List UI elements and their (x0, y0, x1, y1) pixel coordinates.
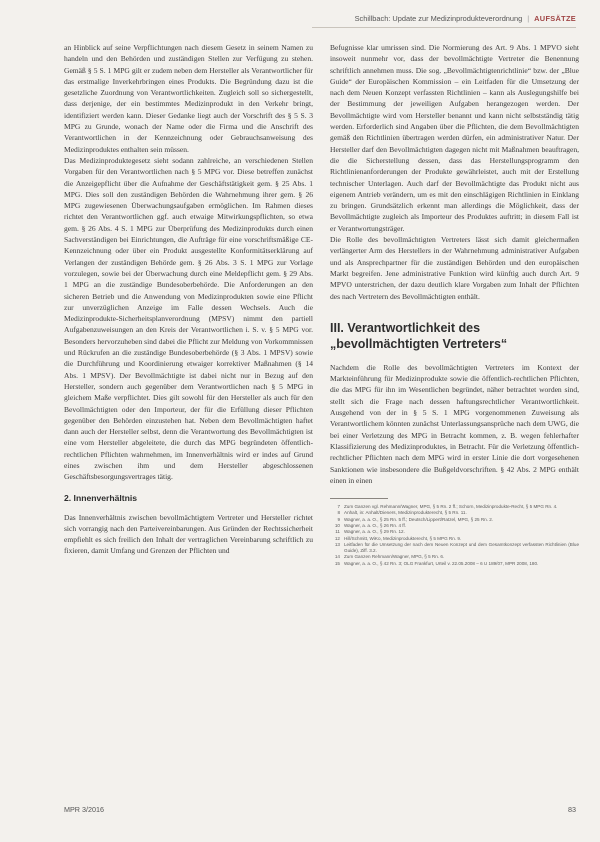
footnote-number: 13 (334, 541, 340, 547)
footnote-text: Hill/Schmitt, WiKo, Medizinprodukterecht, § 5 MPG Rn. 9. (344, 535, 462, 541)
running-title: Schillbach: Update zur Medizinprodukteverordnung (354, 14, 523, 23)
subsection-heading-line: „bevollmächtigten Vertreters“ (330, 336, 508, 351)
footnote (330, 542, 579, 555)
footnote-rule (330, 498, 388, 499)
body-paragraph: Die Rolle des bevollmächtigten Vertreters lässt sich damit gleichermaßen verlängerter Arm des Herstellers in der Wahrnehmung administrativer Aufgaben und als Ansprechpartner für die zuständigen Behörden und den europäischen Markt begreifen. Jene administrative Funktion wird künftig auch durch Art. 9 MPVO unterstrichen, der dazu deutlich klare Vorgaben zum Inhalt der Pflichten des nach Vertretern des Bevollmächtigten enthält. (330, 235, 579, 301)
footnote-number: 11 (335, 529, 340, 535)
section-heading: 2. Innenverhältnis (64, 492, 138, 503)
page-number: 83 (568, 805, 576, 814)
footnote-text: Zum Ganzen Rehmann/Wagner, MPG, § 5 Rn. 6. (344, 554, 445, 560)
body-paragraph: an Hinblick auf seine Verpflichtungen nach diesem Gesetz in seinem Namen zu handeln und den Behörden und zuständigen Stellen zur Verfügung zu stehen. Gemäß § 5 S. 1 MPG gilt er zudem neben dem Hersteller als Verantwortlicher für das erstmalige Inverkehrbringen eines Produkts. Die Begründung dazu ist die gesetzliche Zuordnung von Verantwortlichkeiten. Zugleich soll so sichergestellt, dass derjenige, der ein bestimmtes Medizinprodukt in den Verkehr bringt, identifiziert werden kann. Dieser Gedanke liegt auch der Vorschrift des § 5 S. 3 MPG zu Grunde, wonach der Name oder die Firma und die Anschrift des Verantwortlichen in der Kennzeichnung oder Gebrauchsanweisung des Medizinproduktes enthalten sein müssen. (64, 43, 313, 154)
footnotes (330, 504, 579, 567)
body-paragraph: Befugnisse klar umrissen sind. Die Normierung des Art. 9 Abs. 1 MPVO sieht insoweit nunmehr vor, dass der bevollmächtigte Vertreter die Benennung schriftlich annehmen muss. Die sog. „Bevollmächtigtenrichtlinie“ bzw. der „Blue Guide“ der Europäischen Kommission – ein Leitfaden für die Umsetzung der nach dem Neuen Konzept verfassten Richtlinien – kann als Auslegungshilfe bei der Bestimmung der jeweiligen Aufgaben herangezogen werden. Der Bevollmächtigte wird vom Hersteller benannt und kann nicht selbstständig tätig werden. Erforderlich sind Angaben über die Pflichten, die dem Bevollmächtigten gemäß den Richtlinien übertragen werden dürfen, ein administrativer Natur. Der Hersteller darf den Bevollmächtigten dagegen nicht mit Maßnahmen beauftragen, die die Sicherstellung dessen, dass das Herstellungsprogramm den Richtlinienanforderungen der Produkte gewährleistet, auch mit der Erstellung technischer Unterlagen. Auch darf der Bevollmächtigte das Produkt nicht aus eigenem Antrieb verändern, um es mit den einschlägigen Richtlinien in Einklang zu bringen. Grundsätzlich erkennt man allerdings die Möglichkeit, dass der Bevollmächtigte zugleich als Importeur des Produktes auftritt; in diesem Fall ist er Verantwortungsträger. (330, 43, 579, 233)
running-header (312, 14, 576, 23)
footnote-text: Wagner, a. a. O., § 42 Rn. 3; OLG Frankfurt, Urteil v. 22.05.2008 – 6 U 189/07, MPR 2008, 180. (344, 560, 539, 566)
subsection-heading (330, 320, 579, 352)
footnote-number: 12 (334, 535, 340, 541)
footnote-text: Wagner, a. a. O., § 29 Rn. 12. (344, 529, 405, 535)
footnote-text: Anhalt, in: Anhalt/Dieners, Medizinprodukterecht, § 5 Rn. 11. (344, 510, 467, 516)
footnote-text: Leitfaden für die Umsetzung der nach dem Neuen Konzept und dem Gesamtkonzept verfassten Richtlinien (Blue Guide), Ziff. 3.2. (344, 541, 579, 554)
footnote-number: 7 (337, 504, 340, 510)
footnote-number: 9 (337, 516, 340, 522)
section-label: AUFSÄTZE (534, 14, 576, 23)
header-rule (312, 27, 576, 28)
left-column (64, 42, 313, 557)
right-column (330, 42, 579, 567)
footnote-number: 10 (334, 522, 340, 528)
footnote (330, 561, 579, 567)
body-paragraph: Nachdem die Rolle des bevollmächtigten Vertreters im Kontext der Markteinführung für Medizinprodukte sowie die öffentlich-rechtlichen Pflichten, die das MPG für ihn im Wesentlichen begründet, näher betrachtet worden sind, stellt sich die Frage nach dessen haftungsrechtlicher Verantwortlichkeit. Ausgehend von der in § 5 S. 1 MPG vorgenommenen Zuweisung als Verantwortlichem könnten zunächst Unterlassungsansprüche nach dem UWG, die bei einer Verletzung des MPG in Betracht kommen, z. B. wegen fehlerhafter Klassifizierung des Medizinproduktes, in Betracht. Für die Verletzung öffentlich-rechtlicher Pflichten nach dem MPG wird in erster Linie die dort vorgesehenen Sanktionen wie insbesondere die Bußgeldvorschriften. § 42 Abs. 2 MPG enthält einen in einen (330, 362, 579, 485)
subsection-heading-line: III. Verantwortlichkeit des (330, 320, 481, 335)
journal-issue: MPR 3/2016 (64, 805, 104, 814)
header-separator: | (527, 14, 530, 23)
footnote-number: 15 (334, 560, 340, 566)
body-paragraph: Das Innenverhältnis zwischen bevollmächtigtem Vertreter und Hersteller richtet sich vorrangig nach den Parteivereinbarungen. Aus Gründen der Rechtssicherheit empfiehlt es sich freilich den Inhalt der vertraglichen Vereinbarung schriftlich zu fixieren, damit Umfang und Grenzen der Pflichten und (64, 512, 313, 556)
footnote-text: Wagner, a. a. O., § 25 Rn. 5 ff.; Deutsch/Lippert/Ratzel, MPG, § 25 Rn. 2. (344, 516, 494, 522)
footnote-number: 14 (334, 554, 340, 560)
footnote-text: Wagner, a. a. O., § 26 Rn. 4 ff. (344, 522, 407, 528)
body-paragraph: Das Medizinproduktegesetz sieht sodann zahlreiche, an verschiedenen Stellen Vorgaben für den Verantwortlichen nach § 5 MPG vor. Diese betreffen zunächst die Anzeigepflicht über die Aufnahme der Geschäftstätigkeit gem. § 25 Abs. 1 MPG. Dies soll den zuständigen Behörden die Wahrnehmung ihrer gem. § 26 MPG zugewiesenen Überwachungsaufgaben ermöglichen. Im Rahmen dieses richtet den Verantwortlichen ggf. auch etwaige Mitwirkungspflichten, so etwa gem. § 26 Abs. 4 S. 1 MPG zur Überprüfung des Medizinprodukts durch einen Sachverständigen bei Einrichtungen, die Aufträge für eine vorschriftsmäßige CE-Kennzeichnung oder über ein Produkt ausgestellte Konformitätserklärung auf Verlangen der zuständigen Behörde gem. § 26 Abs. 3 S. 1 MPG zur Vorlage vorzulegen, sowie bei der Überwachung durch eine Meldepflicht gem. § 29 Abs. 1 MPG an die zuständige Bundesoberbehörde. Die Anforderungen an den sicheren Betrieb und die Anwendung von Medizinprodukten sowie eine Pflicht zur unverzüglichen Anzeige im Falle dessen Wechsels. Auch die Medizinprodukte-Sicherheitsplanverordnung (MPSV) nimmt den partiell Aufgabenzuweisungen an den Kreis der Verantwortlichen i. S. v. § 5 MPG vor. Besonders hervorzuheben sind dabei die Pflicht zur Meldung von Vorkommnissen und Rückrufen an die zuständige Bundesoberbehörde (§ 3 Abs. 1 MPSV) sowie die Durchführung und Koordinierung etwaiger korrektiver Maßnahmen (§ 14 Abs. 1 MPSV). Der Bevollmächtigte ist dabei nicht nur in Bezug auf den Hersteller, sondern auch gegenüber dem Verantwortlichen nach § 5 MPG in gleichem Maße verpflichtet. Dies gilt sowohl für den Hersteller als auch für den Bevollmächtigten oder den Importeur, der für die Erfüllung dieser Pflichten gegenüber den Behörden einzustehen hat. Neben dem Bevollmächtigten haftet dann auch der Hersteller selbst, denn die Verantwortung des Bevollmächtigten ist eine vom Hersteller abgeleitete, die durch das MPG begründeten öffentlich-rechtlichen Pflichten wahrnehmen, im Innenverhältnis wird er indes auf Grund eines zwischen ihm und dem Hersteller abgeschlossenen Geschäftsbesorgungsvertrages tätig. (64, 155, 313, 482)
footnote-text: Zum Ganzen vgl. Rehmann/Wagner, MPG, § 5 Rn. 2 ff.; Schorn, Medizinprodukte-Recht, § 5 MPG Rn. 4. (344, 504, 558, 510)
footnote-number: 8 (337, 510, 340, 516)
